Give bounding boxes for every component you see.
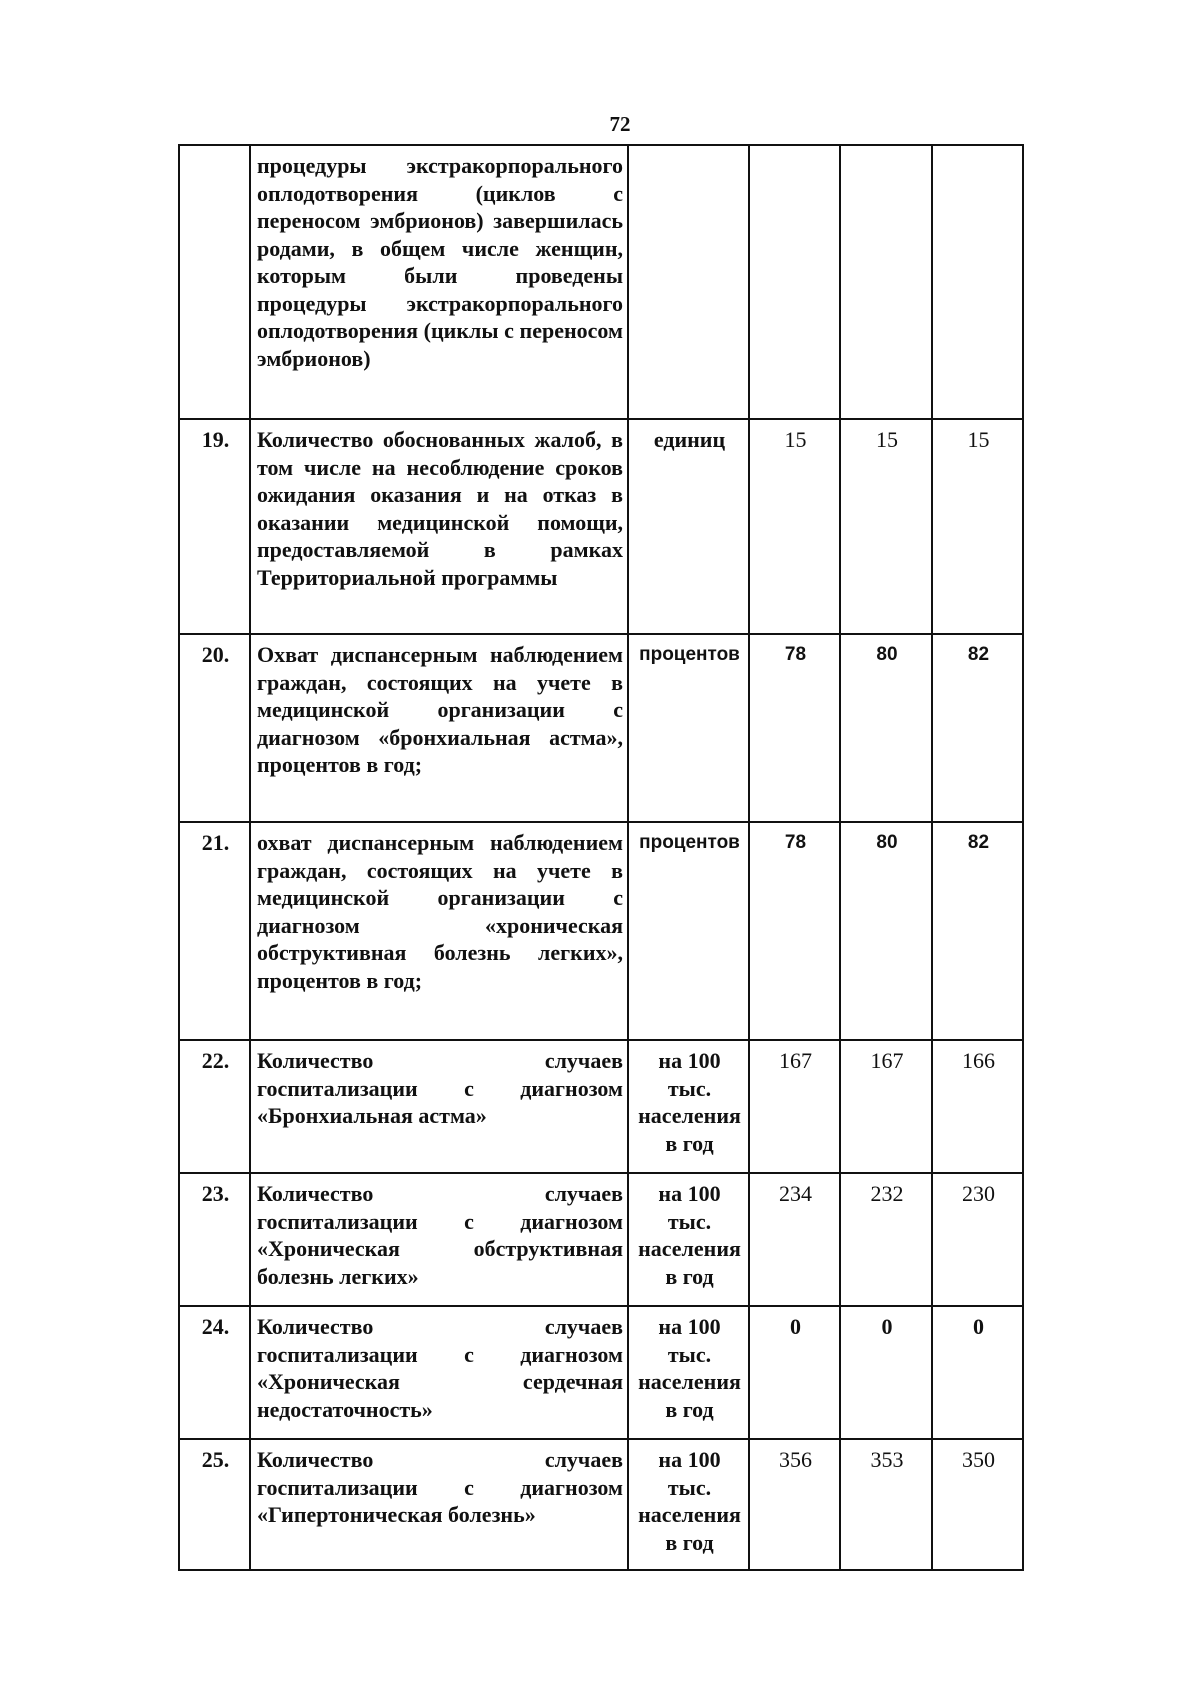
value-year-1: 0 <box>749 1306 840 1439</box>
value-year-1: 15 <box>749 419 840 634</box>
value-year-2 <box>840 145 932 419</box>
table-row <box>179 1439 1023 1570</box>
row-number: 20. <box>179 634 250 822</box>
table-row <box>179 145 1023 419</box>
table-row <box>179 822 1023 1040</box>
value-year-1: 167 <box>749 1040 840 1173</box>
row-number: 19. <box>179 419 250 634</box>
indicator-description: Количество случаев госпитализации с диагнозом «Хроническая сердечная недостаточность» <box>250 1306 628 1439</box>
indicator-description: Количество случаев госпитализации с диагнозом «Гипертоническая болезнь» <box>250 1439 628 1570</box>
indicator-description: охват диспансерным наблюдением граждан, состоящих на учете в медицинской организации с диагнозом «хроническая обструктивная болезнь легких», процентов в год; <box>250 822 628 1040</box>
indicator-description: Количество обоснованных жалоб, в том числе на несоблюдение сроков ожидания оказания и на отказ в оказании медицинской помощи, предоставляемой в рамках Территориальной программы <box>250 419 628 634</box>
value-year-2: 353 <box>840 1439 932 1570</box>
unit-of-measure: на 100 тыс. населения в год <box>628 1306 749 1439</box>
value-year-1 <box>749 145 840 419</box>
value-year-2: 80 <box>840 822 932 1040</box>
value-year-3: 82 <box>932 634 1023 822</box>
unit-of-measure: на 100 тыс. населения в год <box>628 1439 749 1570</box>
indicator-description: Количество случаев госпитализации с диагнозом «Бронхиальная астма» <box>250 1040 628 1173</box>
page-number: 72 <box>609 112 631 136</box>
table-row <box>179 1040 1023 1173</box>
row-number: 24. <box>179 1306 250 1439</box>
value-year-2: 167 <box>840 1040 932 1173</box>
value-year-1: 234 <box>749 1173 840 1306</box>
row-number: 25. <box>179 1439 250 1570</box>
value-year-3: 350 <box>932 1439 1023 1570</box>
value-year-2: 15 <box>840 419 932 634</box>
row-number: 21. <box>179 822 250 1040</box>
indicator-description: Количество случаев госпитализации с диагнозом «Хроническая обструктивная болезнь легких» <box>250 1173 628 1306</box>
unit-of-measure: процентов <box>628 634 749 822</box>
table-row <box>179 419 1023 634</box>
unit-of-measure: процентов <box>628 822 749 1040</box>
indicator-description: процедуры экстракорпорального оплодотворения (циклов с переносом эмбрионов) завершилась родами, в общем числе женщин, которым были проведены процедуры экстракорпорального оплодотворения (циклы с переносом эмбрионов) <box>250 145 628 419</box>
value-year-2: 232 <box>840 1173 932 1306</box>
value-year-1: 78 <box>749 822 840 1040</box>
row-number: 22. <box>179 1040 250 1173</box>
unit-of-measure <box>628 145 749 419</box>
indicator-description: Охват диспансерным наблюдением граждан, состоящих на учете в медицинской организации с диагнозом «бронхиальная астма», процентов в год; <box>250 634 628 822</box>
row-number: 23. <box>179 1173 250 1306</box>
value-year-3: 230 <box>932 1173 1023 1306</box>
value-year-1: 78 <box>749 634 840 822</box>
value-year-3: 82 <box>932 822 1023 1040</box>
unit-of-measure: на 100 тыс. населения в год <box>628 1040 749 1173</box>
value-year-2: 80 <box>840 634 932 822</box>
value-year-3: 0 <box>932 1306 1023 1439</box>
unit-of-measure: на 100 тыс. населения в год <box>628 1173 749 1306</box>
value-year-3: 15 <box>932 419 1023 634</box>
table-row <box>179 634 1023 822</box>
table-row <box>179 1306 1023 1439</box>
table-row <box>179 1173 1023 1306</box>
indicators-table <box>178 144 1024 1571</box>
value-year-3 <box>932 145 1023 419</box>
unit-of-measure: единиц <box>628 419 749 634</box>
row-number <box>179 145 250 419</box>
value-year-1: 356 <box>749 1439 840 1570</box>
value-year-2: 0 <box>840 1306 932 1439</box>
value-year-3: 166 <box>932 1040 1023 1173</box>
